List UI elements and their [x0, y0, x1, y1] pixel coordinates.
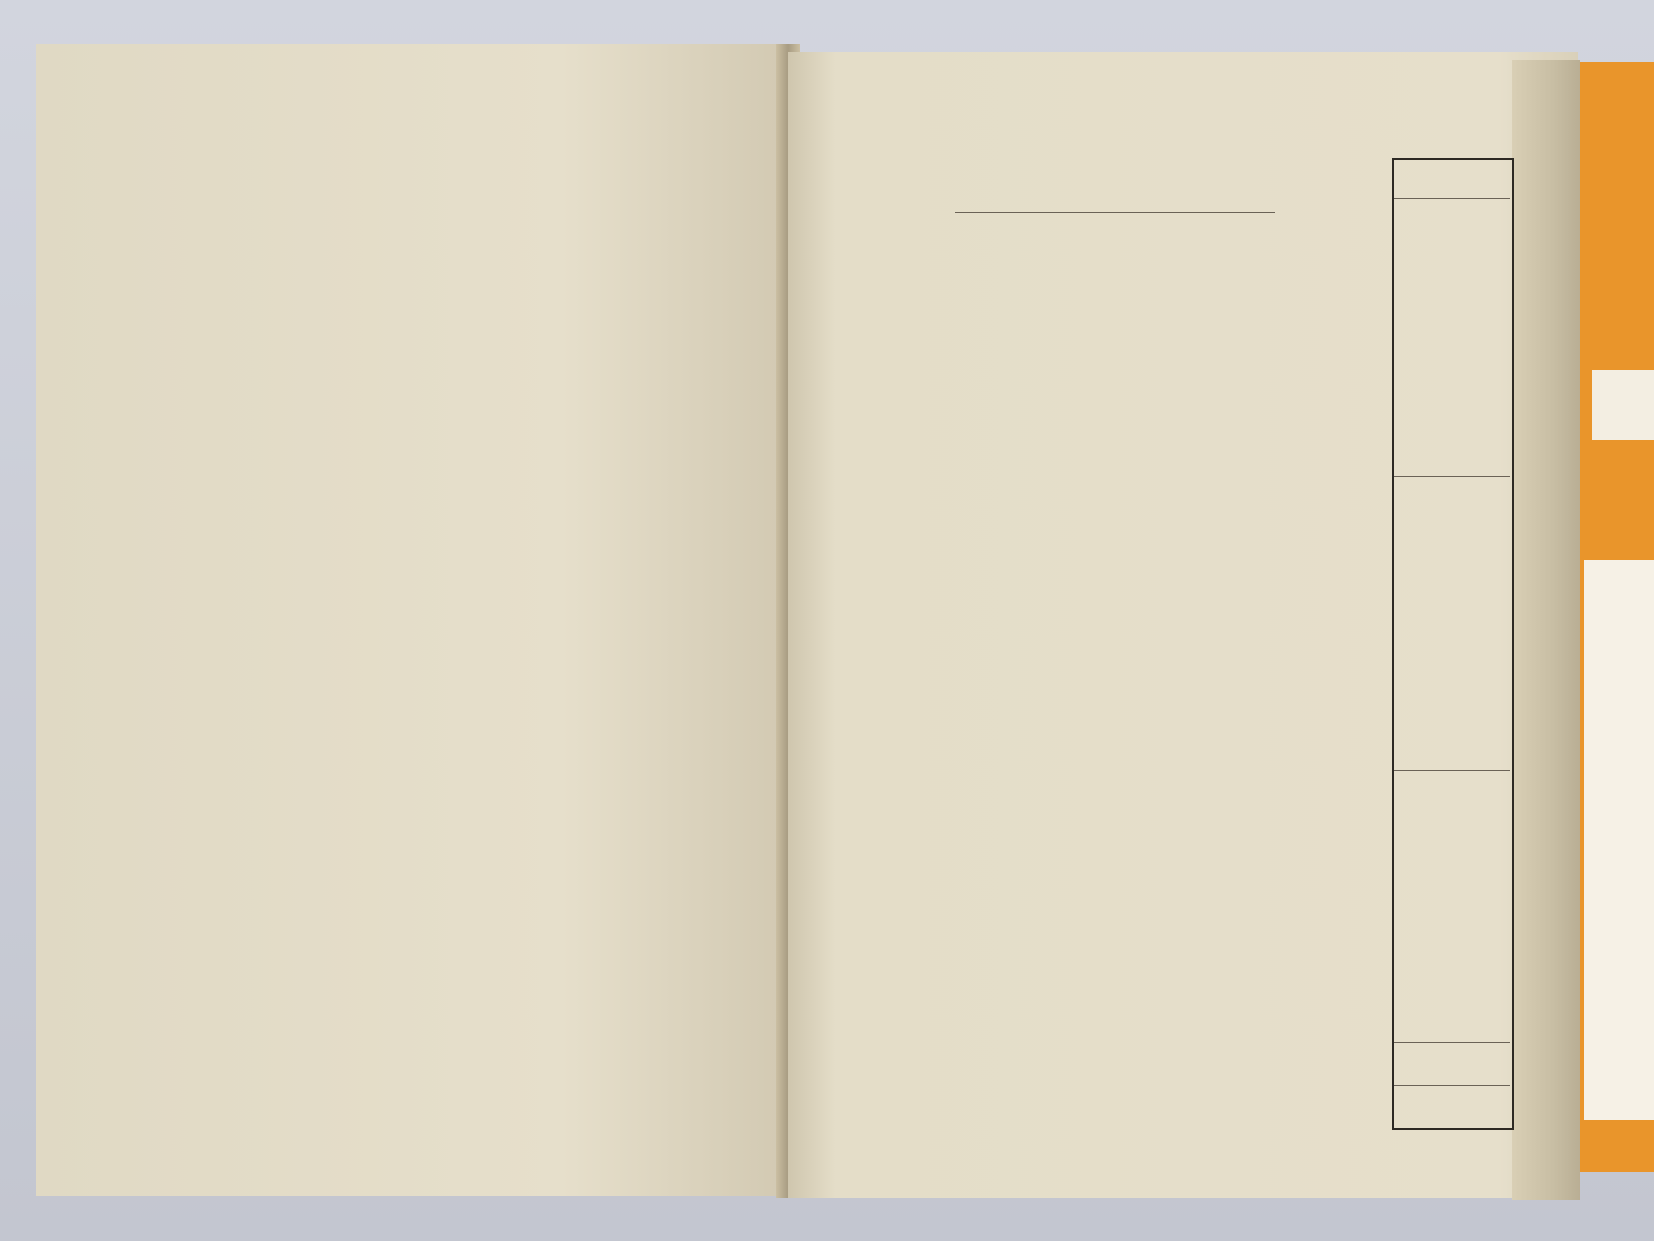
cover-paper-insert — [1584, 560, 1654, 1120]
table-body — [897, 232, 1347, 674]
panel-divider-top — [1394, 198, 1510, 199]
chocolate-section — [120, 605, 370, 840]
notes-section — [838, 705, 1378, 1105]
lower-text — [120, 840, 700, 1100]
panel-divider-lower — [1394, 770, 1510, 771]
page-stack-edge — [1512, 60, 1580, 1200]
panel-divider-summary — [1394, 1042, 1510, 1043]
day-menu-mid — [1400, 485, 1505, 755]
panel-divider-bottom — [1394, 1085, 1510, 1086]
day-menu-top — [1400, 205, 1505, 475]
cover-paper-scrap — [1592, 370, 1654, 440]
matsutake-section — [160, 355, 720, 625]
intake-table — [897, 232, 1347, 674]
panel-divider-mid — [1394, 476, 1510, 477]
day-menu-bottom — [1400, 780, 1505, 1040]
title-underline — [955, 212, 1275, 213]
biscuit-section — [380, 605, 690, 840]
